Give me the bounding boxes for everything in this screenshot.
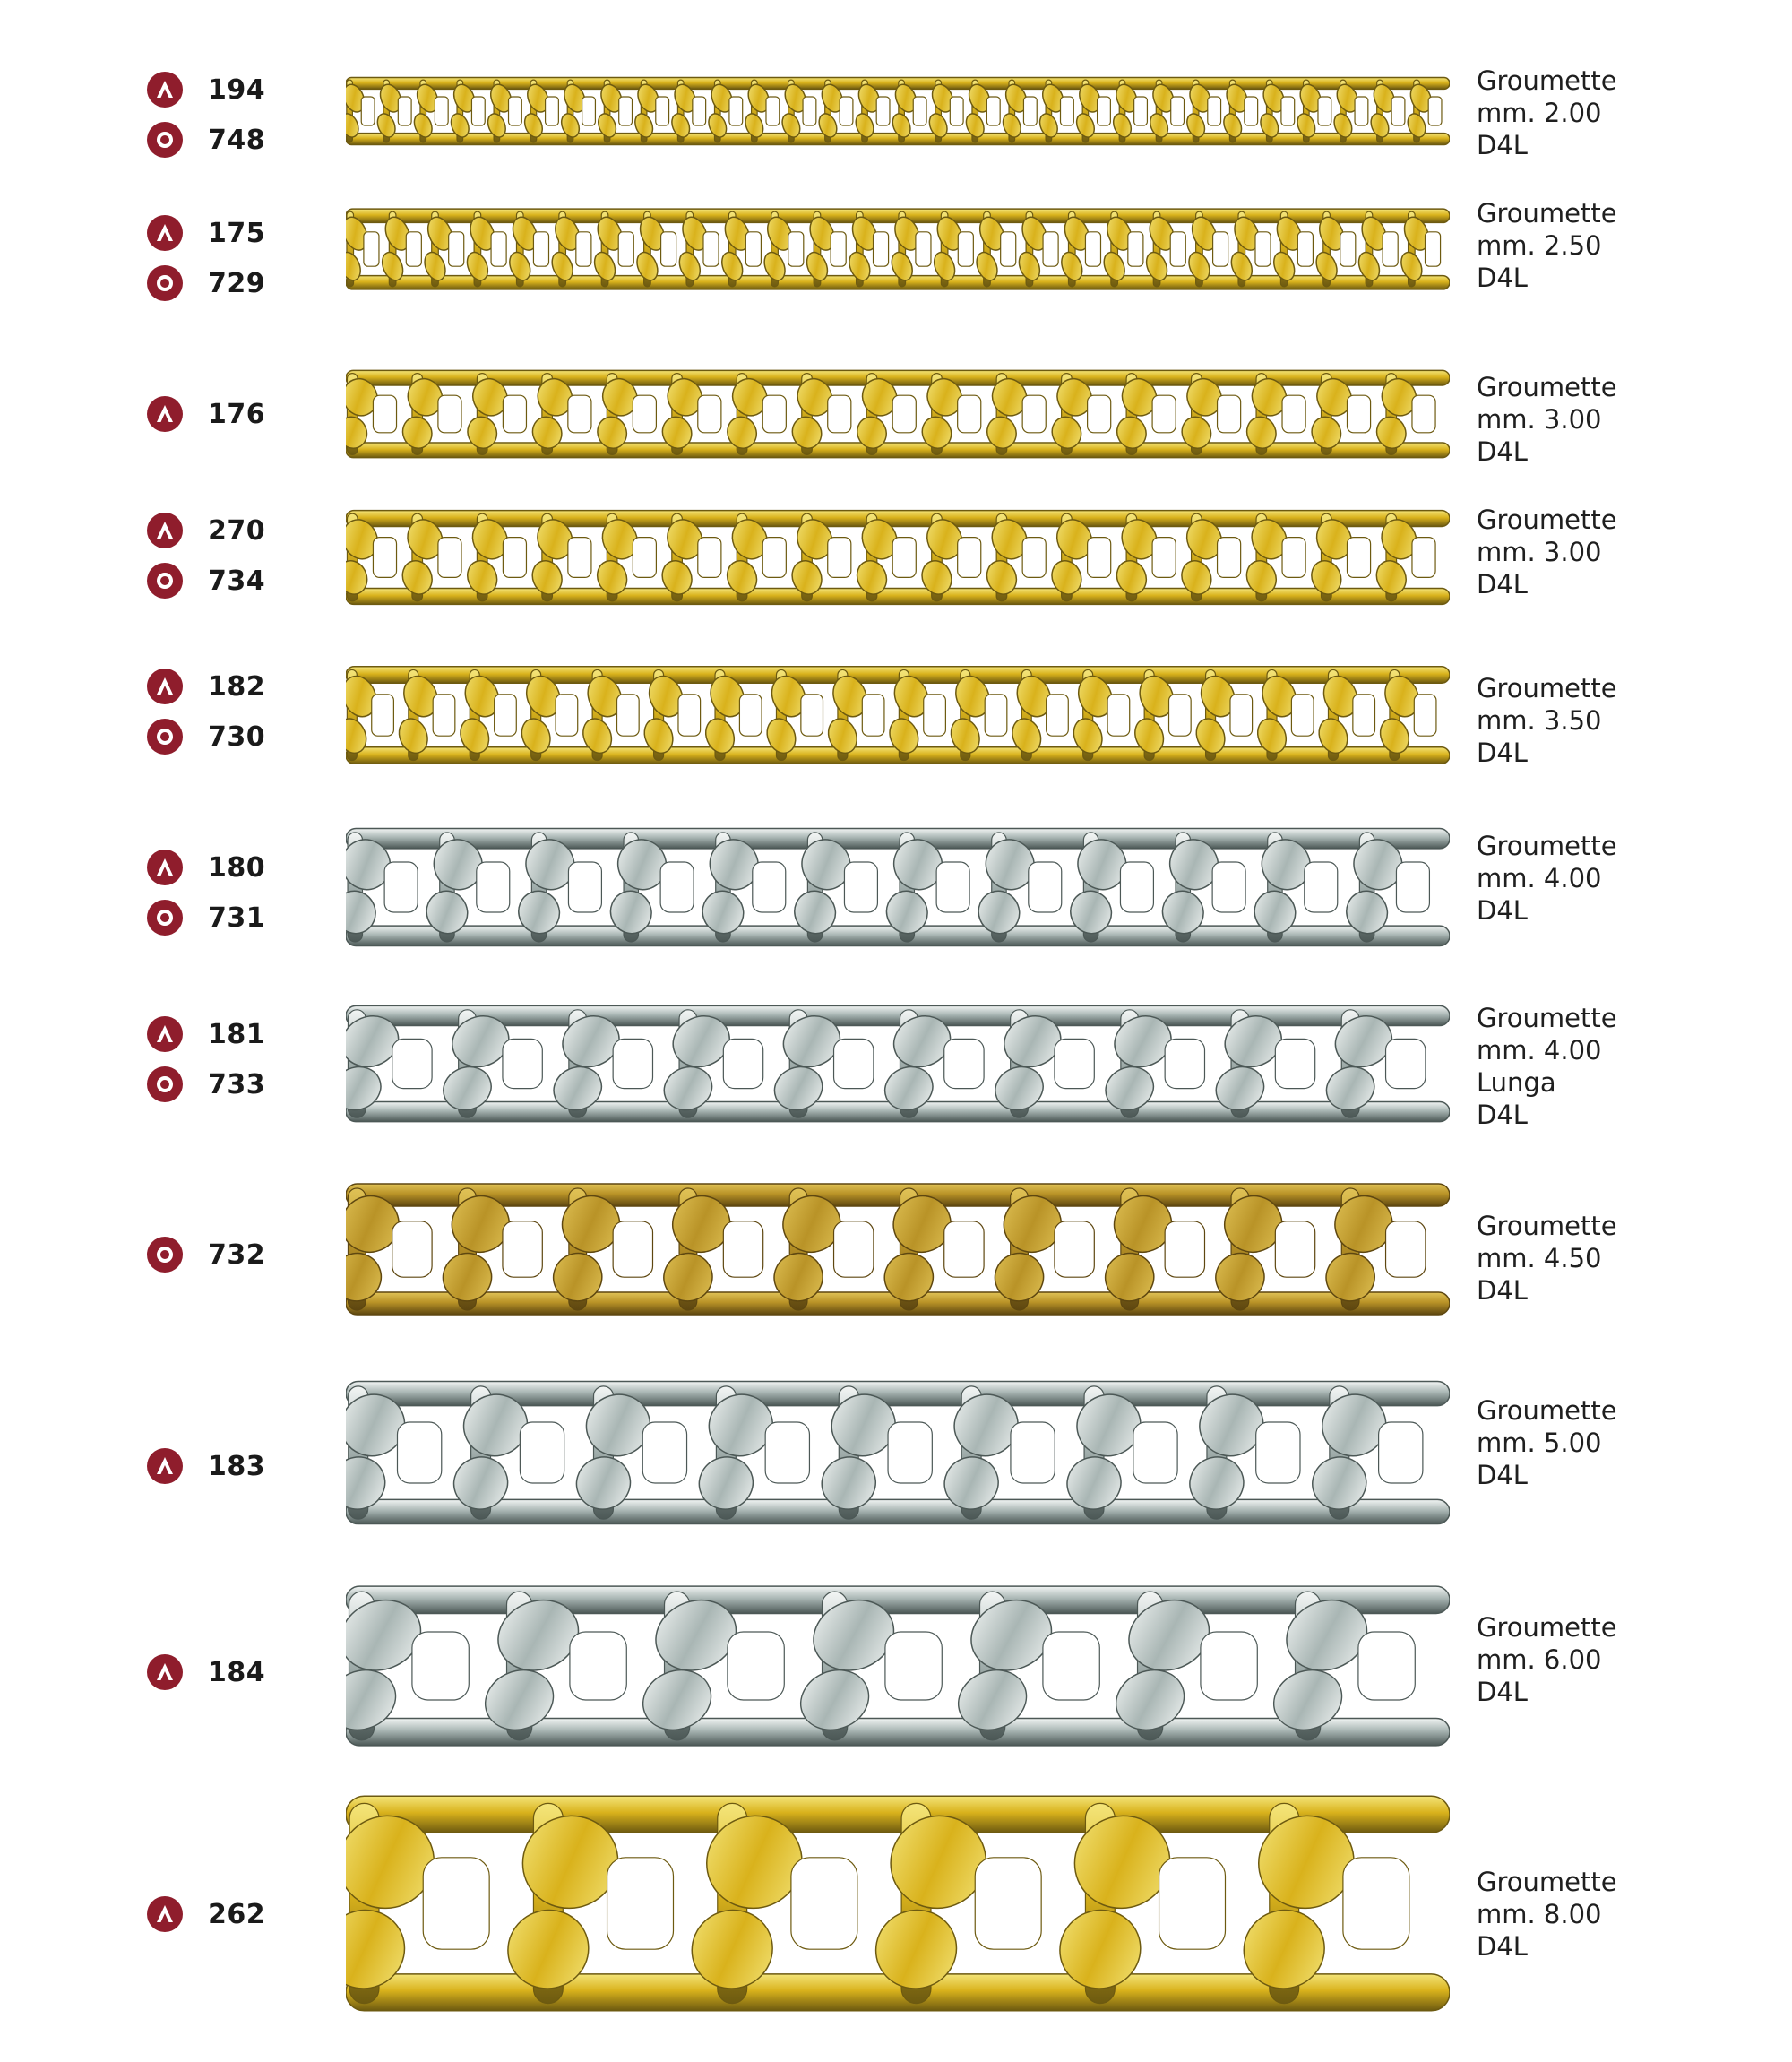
product-code: 182 — [208, 670, 266, 703]
chain-image — [346, 75, 1450, 147]
code-line — [147, 122, 265, 158]
description-name: Groumette — [1477, 372, 1617, 402]
description-size: mm. 8.00 — [1477, 1899, 1602, 1929]
chain-image — [346, 663, 1450, 767]
chain-description — [1477, 1210, 1617, 1307]
chain-description — [1477, 830, 1617, 927]
chain-description — [1477, 1002, 1617, 1131]
triangle-a-icon — [147, 850, 183, 885]
chain-description — [1477, 504, 1617, 600]
triangle-a-icon — [147, 396, 183, 432]
description-name: Groumette — [1477, 1395, 1617, 1426]
description-code: D4L — [1477, 130, 1528, 160]
description-code: D4L — [1477, 1100, 1528, 1130]
description-name: Groumette — [1477, 1003, 1617, 1033]
chain-description — [1477, 1394, 1617, 1491]
chain-image — [346, 1376, 1450, 1529]
description-size: mm. 4.00 — [1477, 1035, 1602, 1066]
ring-o-icon — [147, 900, 183, 936]
product-code: 175 — [208, 217, 266, 249]
product-code: 194 — [208, 73, 266, 106]
triangle-a-icon — [147, 1016, 183, 1052]
description-size: mm. 5.00 — [1477, 1428, 1602, 1458]
description-code: D4L — [1477, 436, 1528, 467]
product-code: 730 — [208, 720, 266, 753]
code-line — [147, 669, 265, 704]
description-name: Groumette — [1477, 1211, 1617, 1241]
chain-image — [346, 1789, 1450, 2018]
code-line — [147, 563, 265, 599]
product-code: 183 — [208, 1450, 266, 1482]
description-size: mm. 3.50 — [1477, 705, 1602, 736]
product-code: 176 — [208, 398, 266, 430]
chain-description — [1477, 371, 1617, 468]
triangle-a-icon — [147, 72, 183, 108]
product-code: 180 — [208, 851, 266, 884]
chain-description — [1477, 1866, 1617, 1963]
triangle-a-icon — [147, 1896, 183, 1932]
chain-description — [1477, 65, 1617, 161]
description-variant: Lunga — [1477, 1067, 1556, 1098]
product-code: 733 — [208, 1068, 266, 1100]
code-line — [147, 1066, 265, 1102]
description-name: Groumette — [1477, 1612, 1617, 1643]
description-size: mm. 4.00 — [1477, 863, 1602, 893]
product-code: 184 — [208, 1656, 266, 1688]
code-line — [147, 1016, 265, 1052]
chain-image — [346, 206, 1450, 292]
description-code: D4L — [1477, 263, 1528, 293]
product-code: 731 — [208, 902, 266, 934]
description-name: Groumette — [1477, 831, 1617, 861]
chain-image — [346, 824, 1450, 950]
description-size: mm. 4.50 — [1477, 1243, 1602, 1273]
code-line — [147, 1237, 265, 1273]
chain-image — [346, 1179, 1450, 1319]
code-line — [147, 72, 265, 108]
chain-image — [346, 507, 1450, 608]
product-code: 181 — [208, 1018, 266, 1050]
chain-description — [1477, 672, 1617, 769]
code-line — [147, 396, 265, 432]
product-code: 262 — [208, 1898, 266, 1930]
code-line — [147, 1654, 265, 1690]
description-name: Groumette — [1477, 198, 1617, 229]
description-code: D4L — [1477, 1275, 1528, 1306]
description-code: D4L — [1477, 738, 1528, 768]
description-code: D4L — [1477, 1460, 1528, 1490]
description-name: Groumette — [1477, 65, 1617, 96]
code-line — [147, 900, 265, 936]
triangle-a-icon — [147, 215, 183, 251]
description-code: D4L — [1477, 895, 1528, 926]
description-code: D4L — [1477, 1677, 1528, 1707]
ring-o-icon — [147, 122, 183, 158]
triangle-a-icon — [147, 669, 183, 704]
ring-o-icon — [147, 1066, 183, 1102]
description-name: Groumette — [1477, 673, 1617, 703]
product-code: 748 — [208, 124, 266, 156]
chain-description — [1477, 197, 1617, 294]
description-code: D4L — [1477, 569, 1528, 600]
code-line — [147, 719, 265, 755]
code-line — [147, 513, 265, 548]
chain-image — [346, 1581, 1450, 1751]
chain-description — [1477, 1611, 1617, 1708]
description-name: Groumette — [1477, 505, 1617, 535]
product-code: 270 — [208, 514, 266, 547]
description-code: D4L — [1477, 1931, 1528, 1962]
triangle-a-icon — [147, 513, 183, 548]
description-size: mm. 3.00 — [1477, 404, 1602, 435]
code-line — [147, 850, 265, 885]
triangle-a-icon — [147, 1448, 183, 1484]
code-line — [147, 1896, 265, 1932]
ring-o-icon — [147, 265, 183, 301]
triangle-a-icon — [147, 1654, 183, 1690]
product-code: 729 — [208, 267, 266, 299]
ring-o-icon — [147, 1237, 183, 1273]
chain-image — [346, 367, 1450, 461]
code-line — [147, 215, 265, 251]
code-line — [147, 1448, 265, 1484]
ring-o-icon — [147, 719, 183, 755]
description-size: mm. 2.00 — [1477, 98, 1602, 128]
description-name: Groumette — [1477, 1867, 1617, 1897]
description-size: mm. 2.50 — [1477, 230, 1602, 261]
description-size: mm. 6.00 — [1477, 1644, 1602, 1675]
product-code: 732 — [208, 1238, 266, 1271]
product-code: 734 — [208, 565, 266, 597]
code-line — [147, 265, 265, 301]
description-size: mm. 3.00 — [1477, 537, 1602, 567]
ring-o-icon — [147, 563, 183, 599]
chain-image — [346, 1002, 1450, 1126]
